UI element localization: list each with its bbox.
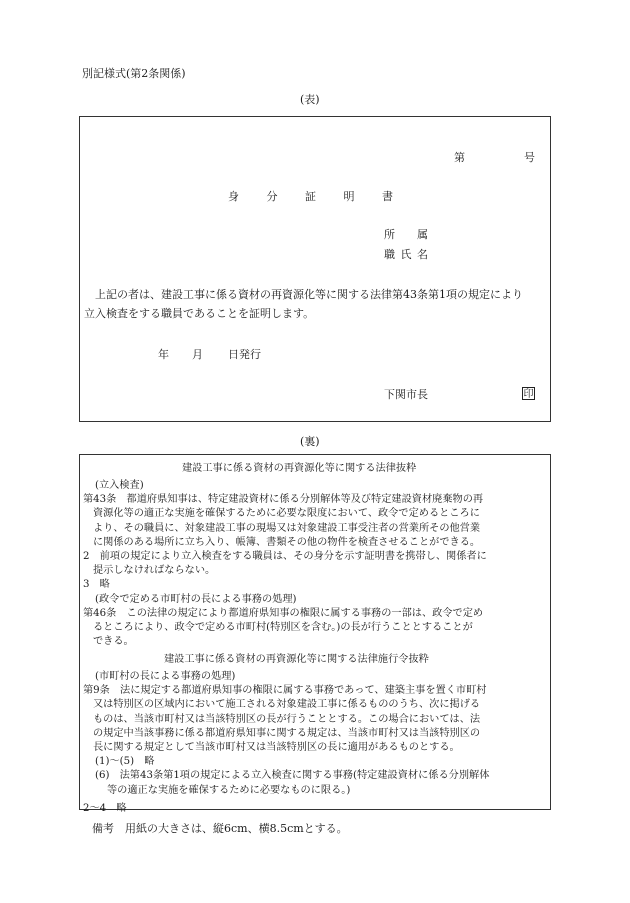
order-line: 長に関する規定として当該市町村又は当該特別区の長に適用があるものとする。 <box>93 742 460 754</box>
number-prefix: 第 <box>454 151 465 164</box>
law-line: より、その職員に、対象建設工事の現場又は対象建設工事受注者の営業所その他営業 <box>93 522 481 534</box>
order-line: (6) 法第43条第1項の規定による立入検査に関する事務(特定建設資材に係る分別解体 <box>95 770 490 782</box>
date-month: 月 <box>192 348 203 361</box>
date-year: 年 <box>158 348 169 361</box>
back-heading: (裏) <box>300 435 320 448</box>
back-card <box>79 454 551 814</box>
form-label: 別記様式(第2条関係) <box>82 67 186 80</box>
number-suffix: 号 <box>524 151 535 164</box>
issuer: 下関市長 <box>384 388 428 401</box>
law-line: 提示しなければならない。 <box>93 565 216 577</box>
size-note: 備考 用紙の大きさは、縦6cm、横8.5cmとする。 <box>92 822 348 835</box>
front-heading: (表) <box>300 93 320 106</box>
card-title: 身分証明書 <box>228 190 393 203</box>
order-title: 建設工事に係る資材の再資源化等に関する法律施行令抜粋 <box>164 654 429 665</box>
date-day: 日発行 <box>228 348 261 361</box>
law-line: 第46条 この法律の規定により都道府県知事の権限に属する事務の一部は、政令で定め <box>83 607 484 619</box>
order-line: の規定中当該事務に係る都道府県知事に関する規定は、当該市町村又は当該特別区の <box>93 727 481 739</box>
order-excerpt <box>83 670 547 816</box>
certification-line-1: 上記の者は、建設工事に係る資材の再資源化等に関する法律第43条第1項の規定により <box>95 288 523 301</box>
front-card <box>79 116 551 422</box>
section-heading: (立入検査) <box>95 480 144 491</box>
seal-icon: 印 <box>523 389 534 400</box>
order-line: (1)～(5) 略 <box>95 756 155 768</box>
law-line: 第43条 都道府県知事は、特定建設資材に係る分別解体等及び特定建設資材廃棄物の再 <box>83 494 484 506</box>
law-line: に関係のある場所に立ち入り、帳簿、書類その他の物件を検査させることができる。 <box>93 536 481 548</box>
name-label: 職氏名 <box>384 248 428 261</box>
section-heading: (政令で定める市町村の長による事務の処理) <box>95 593 297 605</box>
certification-line-2: 立入検査をする職員であることを証明します。 <box>84 307 315 320</box>
law-excerpt <box>83 479 547 649</box>
order-line: 又は特別区の区域内において施工される対象建設工事に係るもののうち、次に掲げる <box>93 699 481 711</box>
order-line: ものは、当該市町村又は当該特別区の長が行うこととする。この場合においては、法 <box>93 713 481 725</box>
law-line: できる。 <box>93 636 134 648</box>
law-line: るところにより、政令で定める市町村(特別区を含む。)の長が行うこととすることが <box>93 622 473 634</box>
section-heading: (市町村の長による事務の処理) <box>95 671 236 682</box>
law-line: 2 前項の規定により立入検査をする職員は、その身分を示す証明書を携帯し、関係者に <box>83 551 487 563</box>
order-line: 2～4 略 <box>83 802 127 814</box>
order-line: 第9条 法に規定する都道府県知事の権限に属する事務であって、建築主事を置く市町村 <box>83 685 487 697</box>
law-line: 資源化等の適正な実施を確保するために必要な限度において、政令で定めるところに <box>93 508 480 520</box>
law-title: 建設工事に係る資材の再資源化等に関する法律抜粋 <box>182 463 417 474</box>
affiliation-label: 所属 <box>384 228 428 241</box>
order-line: 等の適正な実施を確保するために必要なものに限る。) <box>107 784 351 796</box>
law-line: 3 略 <box>83 579 110 591</box>
